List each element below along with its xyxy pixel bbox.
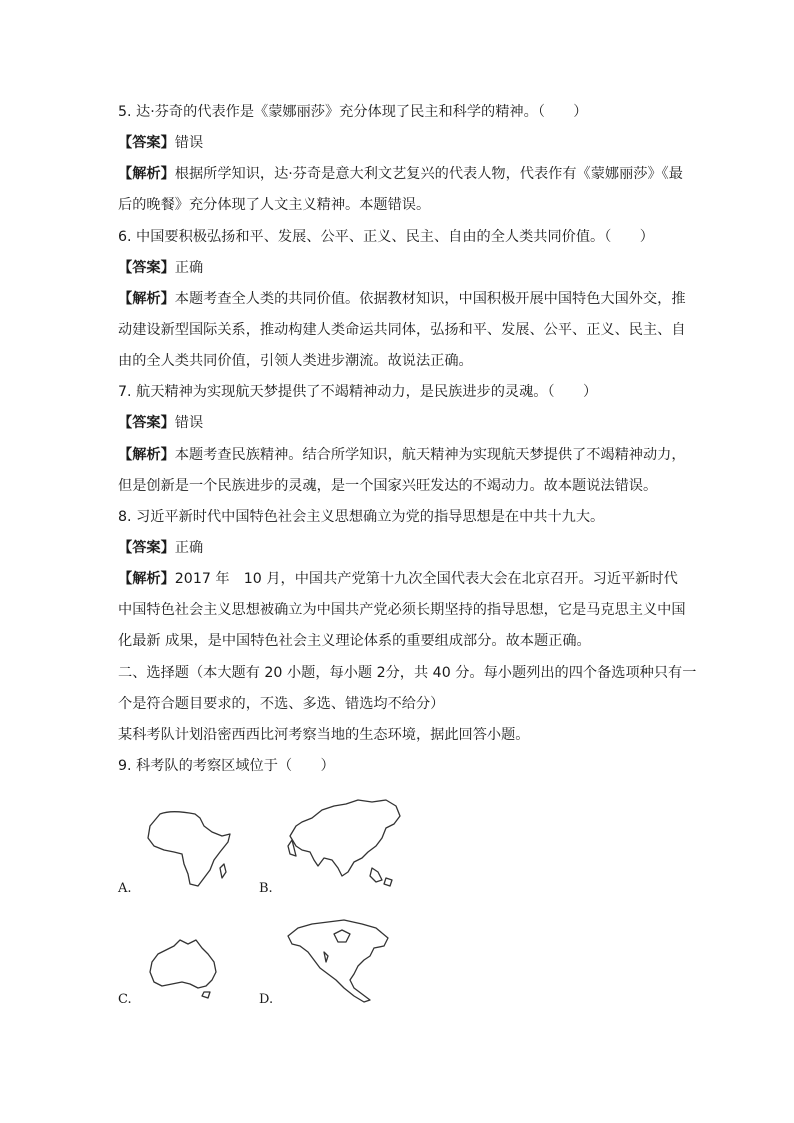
q6-answer [118, 258, 203, 278]
q7-answer [118, 413, 203, 433]
answer-tag: 【答案】 [118, 540, 175, 556]
q6-stem: 6. 中国要积极弘扬和平、发展、公平、正义、民主、自由的全人类共同价值。（ ） [118, 229, 654, 245]
q8-stem: 8. 习近平新时代中国特色社会主义思想确立为党的指导思想是在中共十九大。 [118, 509, 605, 525]
q8-analysis-line-3: 化最新 成果，是中国特色社会主义理论体系的重要组成部分。故本题正确。 [118, 633, 591, 649]
q8-analysis-line-1 [118, 569, 678, 589]
option-d-label[interactable]: D. [259, 992, 274, 1007]
q5-analysis-line-1 [118, 164, 683, 184]
q7-stem: 7. 航天精神为实现航天梦提供了不竭精神动力，是民族进步的灵魂。（ ） [118, 384, 598, 400]
answer-tag: 【答案】 [118, 135, 175, 151]
answer-value: 错误 [174, 415, 204, 431]
section-context: 某科考队计划沿密西西比河考察当地的生态环境，据此回答小题。 [118, 727, 530, 743]
north-america-map-icon [284, 916, 394, 1006]
section-heading-line-1: 二、选择题（本大题有 20 小题，每小题 2分，共 40 分。每小题列出的四个备选项种只有一 [118, 665, 697, 681]
analysis-text: 本题考查民族精神。结合所学知识，航天精神为实现航天梦提供了不竭精神动力， [174, 447, 686, 463]
section-heading-line-2: 个是符合题目要求的，不选、多选、错选均不给分） [118, 696, 445, 712]
answer-value: 正确 [174, 540, 204, 556]
q9-stem: 9. 科考队的考察区域位于（ ） [118, 758, 335, 774]
australia-map-icon [146, 936, 222, 1000]
q5-answer [118, 133, 203, 153]
q8-analysis-line-2: 中国特色社会主义思想被确立为中国共产党必须长期坚持的指导思想，它是马克思主义中国 [118, 602, 686, 618]
q8-answer [118, 538, 203, 558]
analysis-text: 2017 年 10 月，中国共产党第十九次全国代表大会在北京召开。习近平新时代 [174, 571, 678, 587]
analysis-tag: 【解析】 [118, 166, 175, 182]
analysis-tag: 【解析】 [118, 447, 175, 463]
answer-value: 正确 [174, 260, 204, 276]
q7-analysis-line-1 [118, 445, 686, 465]
answer-tag: 【答案】 [118, 415, 175, 431]
q6-analysis-line-3: 由的全人类共同价值，引领人类进步潮流。故说法正确。 [118, 353, 473, 369]
q5-analysis-line-2: 后的晚餐》充分体现了人文主义精神。本题错误。 [118, 197, 431, 213]
q7-analysis-line-2: 但是创新是一个民族进步的灵魂，是一个国家兴旺发达的不竭动力。故本题说法错误。 [118, 478, 658, 494]
africa-map-icon [140, 808, 240, 890]
option-c-label[interactable]: C. [118, 992, 132, 1007]
analysis-text: 根据所学知识，达·芬奇是意大利文艺复兴的代表人物，代表作有《蒙娜丽莎》《最 [174, 166, 683, 182]
option-b-label[interactable]: B. [259, 881, 273, 896]
eurasia-map-icon [282, 796, 404, 892]
analysis-text: 本题考查全人类的共同价值。依据教材知识，中国积极开展中国特色大国外交，推 [174, 291, 686, 307]
answer-value: 错误 [174, 135, 204, 151]
option-a-label[interactable]: A. [118, 881, 132, 896]
q6-analysis-line-2: 动建设新型国际关系，推动构建人类命运共同体，弘扬和平、发展、公平、正义、民主、自 [118, 322, 686, 338]
q6-analysis-line-1 [118, 289, 686, 309]
answer-tag: 【答案】 [118, 260, 175, 276]
q5-stem: 5. 达·芬奇的代表作是《蒙娜丽莎》充分体现了民主和科学的精神。（ ） [118, 104, 588, 120]
analysis-tag: 【解析】 [118, 291, 175, 307]
analysis-tag: 【解析】 [118, 571, 175, 587]
